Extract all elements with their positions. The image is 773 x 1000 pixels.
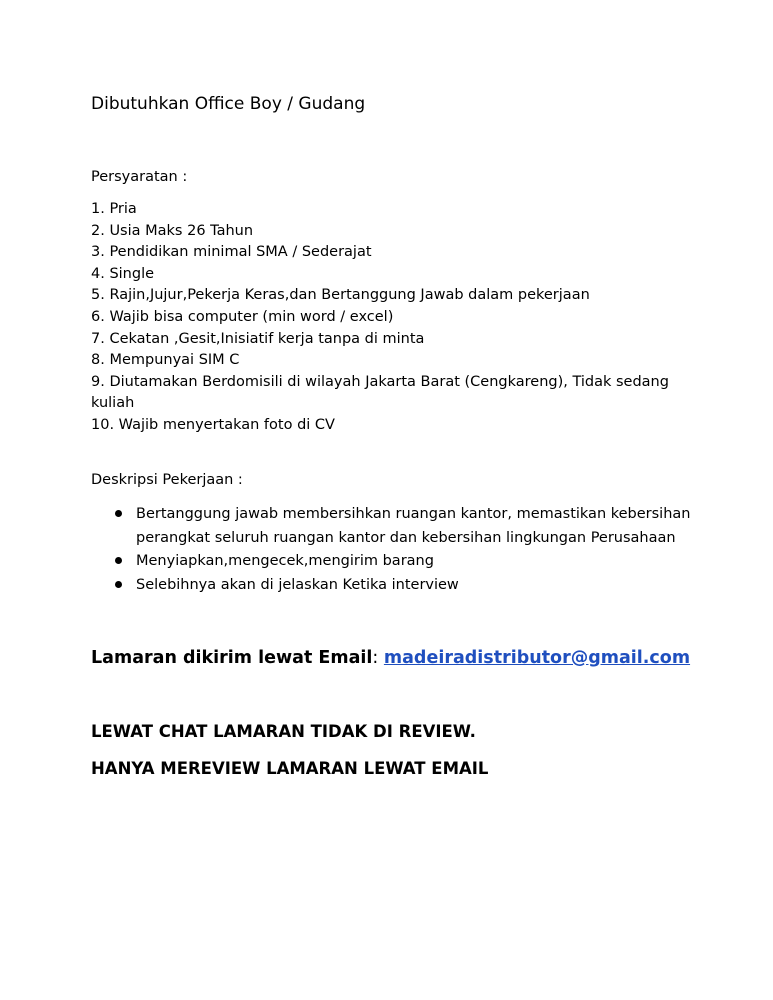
notice-chat-not-reviewed: LEWAT CHAT LAMARAN TIDAK DI REVIEW. <box>91 722 476 741</box>
email-link[interactable]: madeiradistributor@gmail.com <box>383 648 691 668</box>
requirement-item: 8. Mempunyai SIM C <box>91 352 240 369</box>
job-description-heading: Deskripsi Pekerjaan : <box>91 472 243 488</box>
requirement-item: 10. Wajib menyertakan foto di CV <box>91 416 335 433</box>
description-item <box>112 574 702 598</box>
bullet-icon <box>115 557 122 564</box>
bullet-icon <box>115 581 122 588</box>
requirement-item: 1. Pria <box>91 201 137 217</box>
requirement-item: 9. Diutamakan Berdomisili di wilayah Jakarta Barat (Cengkareng), Tidak sedang kuliah <box>91 373 669 412</box>
page-title: Dibutuhkan Office Boy / Gudang <box>91 94 366 114</box>
description-item <box>112 503 702 550</box>
requirement-item: 3. Pendidikan minimal SMA / Sederajat <box>91 244 372 261</box>
requirement-item: 2. Usia Maks 26 Tahun <box>91 222 254 239</box>
description-text: Bertanggung jawab membersihkan ruangan kantor, memastikan kebersihan perangkat seluruh ruangan kantor dan kebersihan lingkungan Perusahaan <box>136 506 691 546</box>
requirement-item: 6. Wajib bisa computer (min word / excel) <box>91 308 394 325</box>
requirement-item: 5. Rajin,Jujur,Pekerja Keras,dan Bertanggung Jawab dalam pekerjaan <box>91 287 590 304</box>
requirement-item: 4. Single <box>91 265 155 282</box>
requirements-list <box>91 199 691 437</box>
job-description-list <box>112 503 702 597</box>
requirements-heading: Persyaratan : <box>91 169 188 185</box>
description-text: Menyiapkan,mengecek,mengirim barang <box>136 553 434 569</box>
notice-email-only: HANYA MEREVIEW LAMARAN LEWAT EMAIL <box>91 759 489 778</box>
description-item <box>112 550 702 574</box>
email-label: Lamaran dikirim lewat Email <box>91 648 373 668</box>
bullet-icon <box>115 510 122 517</box>
description-text: Selebihnya akan di jelaskan Ketika interview <box>136 576 459 593</box>
email-separator: : <box>372 648 384 668</box>
requirement-item: 7. Cekatan ,Gesit,Inisiatif kerja tanpa di minta <box>91 330 425 347</box>
email-instruction <box>91 645 690 671</box>
